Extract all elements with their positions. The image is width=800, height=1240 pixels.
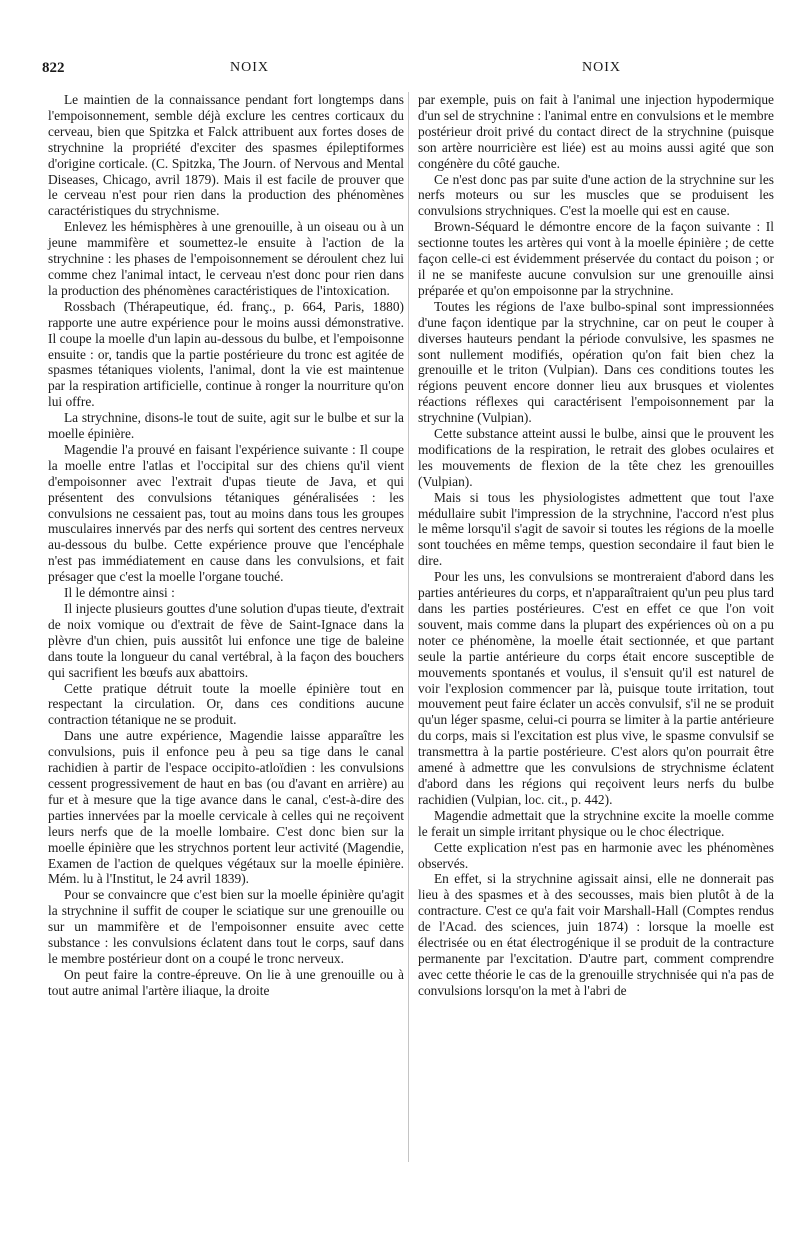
column-divider — [408, 92, 409, 1162]
paragraph: Magendie admettait que la strychnine excite la moelle comme le ferait un simple irritant physique ou le choc électrique. — [418, 807, 774, 839]
paragraph: Cette substance atteint aussi le bulbe, ainsi que le prouvent les modifications de la respiration, le retrait des globes oculaires et les mouvements de flexion de la tête chez les grenouilles (Vulpian). — [418, 426, 774, 489]
paragraph: Il injecte plusieurs gouttes d'une solution d'upas tieute, d'extrait de noix vomique ou d'extrait de fève de Saint-Ignace dans la plèvre d'un chien, puis aussitôt lui enfonce une tige de baleine dans toute la longueur du canal vertébral, à la façon des bouchers qui sacrifient les bœufs aux abattoirs. — [48, 601, 404, 680]
paragraph: Pour les uns, les convulsions se montreraient d'abord dans les parties antérieures du corps, et n'apparaîtraient qu'un peu plus tard dans les parties postérieures. C'est en effet ce que l'on voit souvent, mais comme dans la plupart des expériences où on a pu noter ce phénomène, la moelle était sectionnée, et que partant seule la partie antérieure du corps était encore susceptible de mouvements spontanés et voulus, il s'ensuit qu'il est naturel de voir l'explosion commencer par là, puisque toute irritation, tout mouvement peut faire éclater un accès convulsif, s'il ne se produit qu'un léger spasme, celui-ci pourra se limiter à la partie antérieure du corps, mais si l'excitation est plus vive, le spasme convulsif se transmettra à la partie postérieure. C'est alors qu'on pourrait être amené à admettre que les convulsions de strychnisme éclatent d'abord dans les régions qui reçoivent leurs nerfs du bulbe rachidien (Vulpian, loc. cit., p. 442). — [418, 569, 774, 807]
paragraph: Pour se convaincre que c'est bien sur la moelle épinière qu'agit la strychnine il suffit de couper le sciatique sur une grenouille ou sur un mammifère et de l'empoisonner ensuite avec cette substance : les convulsions éclatent dans tout le corps, sauf dans le membre postérieur dont on a coupé le tronc nerveux. — [48, 887, 404, 966]
paragraph: La strychnine, disons-le tout de suite, agit sur le bulbe et sur la moelle épinière. — [48, 410, 404, 442]
paragraph: Il le démontre ainsi : — [64, 585, 175, 601]
page-number: 822 — [42, 60, 65, 76]
paragraph: Enlevez les hémisphères à une grenouille, à un oiseau ou à un jeune mammifère et soumettez-le ensuite à l'action de la strychnine : les phases de l'empoisonnement se déroulent chez lui comme chez l'animal intact, le cerveau n'est donc pour rien dans la production des phénomènes caractéristiques de l'intoxication. — [48, 219, 404, 298]
paragraph: En effet, si la strychnine agissait ainsi, elle ne donnerait pas lieu à des spasmes et à des secousses, mais bien plutôt à de la contracture. C'est ce qu'a fait voir Marshall-Hall (Comptes rendus de l'Acad. des sciences, juin 1874) : lorsque la moelle est électrisée ou en état électrogénique il se produit de la contracture permanente par l'excitation. D'autre part, comment comprendre avec cette théorie le cas de la grenouille strychnisée qui n'a pas de convulsions lorsqu'on la met à l'abri de — [418, 871, 774, 998]
left-column — [48, 92, 404, 999]
paragraph: Rossbach (Thérapeutique, éd. franç., p. 664, Paris, 1880) rapporte une autre expérience pour le moins aussi démonstrative. Il coupe la moelle d'un lapin au-dessous du bulbe, et l'empoisonne ensuite : or, tandis que la partie postérieure du tronc est agitée de spasmes tétaniques violents, l'animal, dont la vie est maintenue par la respiration artificielle, continue à ronger la nourriture qu'on lui offre. — [48, 298, 404, 410]
paragraph: Brown-Séquard le démontre encore de la façon suivante : Il sectionne toutes les artères qui vont à la moelle épinière ; de cette façon celle-ci est évidemment préservée du contact du poison ; or il ne se manifeste aucune convulsion sur une grenouille ainsi préparée et qu'on empoisonne par la strychnine. — [418, 219, 774, 298]
paragraph: Mais si tous les physiologistes admettent que tout l'axe médullaire subit l'impression de la strychnine, l'accord n'est plus le même lorsqu'il s'agit de savoir si toutes les régions de la moelle sont touchées en même temps, question secondaire il faut bien le dire. — [418, 489, 774, 569]
running-head-right: NOIX — [582, 60, 621, 75]
paragraph: Magendie l'a prouvé en faisant l'expérience suivante : Il coupe la moelle entre l'atlas et l'occipital sur des chiens qu'il vient d'empoisonner avec l'extrait d'upas tieute de Java, et qui présentent des convulsions tétaniques généralisées : les convulsions ne cessaient pas, tout au moins dans tous les groupes musculaires innervés par des nerfs qui sortent des centres nerveux au-dessous du bulbe. Cette expérience prouve que l'encéphale n'est pas immédiatement en cause dans les convulsions, et fait présager que c'est la moelle l'organe touché. — [48, 441, 404, 585]
running-head-left: NOIX — [230, 60, 269, 75]
paragraph: Toutes les régions de l'axe bulbo-spinal sont impressionnées d'une façon identique par la strychnine, car on peut le couper à diverses hauteurs pendant la période convulsive, les spasmes ne sont nullement modifiés, opération qu'on fait bien chez la grenouille et le triton (Vulpian). Dans ces conditions toutes les régions peuvent encore donner lieu aux brusques et violentes réactions réflexes qui caractérisent l'empoisonnement par la strychnine (Vulpian). — [418, 298, 774, 426]
paragraph: Cette pratique détruit toute la moelle épinière tout en respectant la circulation. Or, dans ces conditions aucune contraction tétanique ne se produit. — [48, 680, 404, 728]
paragraph: Ce n'est donc pas par suite d'une action de la strychnine sur les nerfs moteurs ou sur les muscles que se produisent les convulsions strychniques. C'est la moelle qui est en cause. — [418, 171, 774, 219]
paragraph: Dans une autre expérience, Magendie laisse apparaître les convulsions, puis il enfonce peu à peu sa tige dans le canal rachidien à partir de l'espace occipito-atloïdien : les convulsions cessent progressivement de haut en bas (ou d'avant en arrière) au fur et à mesure que la tige avance dans le canal, c'est-à-dire des parties innervées par la moelle cervicale à celles qui ne reçoivent leurs nerfs que de la moelle lombaire. C'est donc bien sur la moelle épinière que les strychnos portent leur activité (Magendie, Examen de l'action de quelques végétaux sur la moelle épinière. Mém. lu à l'Institut, le 24 avril 1839). — [48, 728, 404, 887]
right-column — [418, 92, 774, 999]
paragraph: On peut faire la contre-épreuve. On lie à une grenouille ou à tout autre animal l'artère iliaque, la droite — [48, 966, 404, 998]
page-header — [42, 60, 772, 80]
paragraph: Le maintien de la connaissance pendant fort longtemps dans l'empoisonnement, semble déjà exclure les centres corticaux du cerveau, bien que Spitzka et Falck attribuent aux fortes doses de strychnine la propriété d'exciter des spasmes épileptiformes d'origine corticale. (C. Spitzka, The Journ. of Nervous and Mental Diseases, Chicago, avril 1879). Mais il est facile de prouver que le cerveau n'est pour rien dans la production des phénomènes caractéristiques du strychnisme. — [48, 92, 404, 219]
paragraph: par exemple, puis on fait à l'animal une injection hypodermique d'un sel de strychnine : l'animal entre en convulsions et le membre postérieur droit privé du contact direct de la strychnine (puisque son artère nourricière est liée) est au moins aussi agité que son congénère du côté gauche. — [418, 92, 774, 171]
paragraph: Cette explication n'est pas en harmonie avec les phénomènes observés. — [418, 839, 774, 871]
